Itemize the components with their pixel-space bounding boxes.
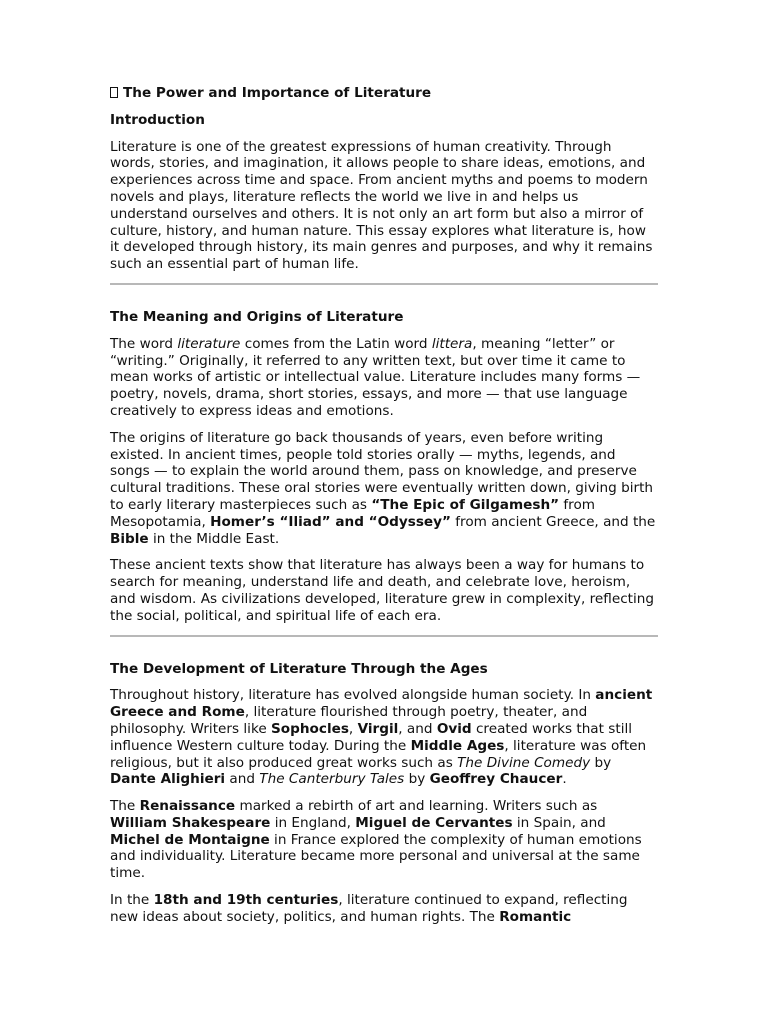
text-run: ,: [348, 720, 358, 737]
bold-term: “The Epic of Gilgamesh”: [371, 496, 560, 513]
text-run: , and: [398, 720, 437, 737]
text-run: by: [590, 754, 612, 771]
bold-term: Ovid: [436, 720, 472, 737]
text-run: Throughout history, literature has evolved alongside human society. In: [110, 687, 596, 704]
document-title: [110, 85, 658, 102]
text-run: .: [562, 771, 567, 788]
section-divider: [110, 283, 658, 285]
bold-term: 18th and 19th centuries: [153, 892, 339, 909]
section-heading-meaning: The Meaning and Origins of Literature: [110, 308, 404, 325]
bold-term: Homer’s “Iliad” and “Odyssey”: [210, 513, 451, 530]
text-run: and: [225, 771, 260, 788]
intro-paragraph: Literature is one of the greatest expressions of human creativity. Through words, stories, and imagination, it allows people to share ideas, emotions, and experiences across time and space. From ancient myths and poems to modern novels and plays, literature reflects the world we live in and helps us understand ourselves and others. It is not only an art form but also a mirror of culture, history, and human nature. This essay explores what literature is, how it developed through history, its main genres and purposes, and why it remains such an essential part of human life.: [110, 138, 653, 273]
bold-term: William Shakespeare: [110, 814, 271, 831]
development-paragraph-2: [110, 798, 658, 882]
text-run: marked a rebirth of art and learning. Writers such as: [235, 798, 598, 815]
text-run: The: [110, 798, 140, 815]
text-run: from Mesopotamia,: [110, 496, 596, 530]
text-run: in France explored the complexity of human emotions and individuality. Literature became more personal and universal at the same time.: [110, 831, 642, 882]
meaning-paragraph-2: [110, 430, 658, 548]
text-run: The word: [110, 335, 178, 352]
text-run: , literature flourished through poetry, theater, and philosophy. Writers like: [110, 704, 588, 737]
bold-term: Michel de Montaigne: [110, 831, 270, 848]
bold-term: ancient Greece and Rome: [110, 687, 653, 721]
meaning-paragraph-1: [110, 336, 658, 420]
development-paragraph-3: [110, 892, 658, 926]
text-run: created works that still influence Western culture today. During the: [110, 720, 633, 754]
section-heading-introduction: Introduction: [110, 111, 205, 128]
italic-term: The Divine Comedy: [457, 754, 591, 771]
section-heading-development: The Development of Literature Through the Ages: [110, 660, 488, 677]
bold-term: Miguel de Cervantes: [355, 814, 513, 831]
document-title-text: The Power and Importance of Literature: [123, 85, 432, 101]
section-divider: [110, 635, 658, 637]
italic-term: literature: [177, 335, 241, 352]
bold-term: Virgil: [357, 720, 399, 737]
text-run: in Spain, and: [512, 814, 606, 831]
text-run: in the Middle East.: [148, 530, 280, 547]
bold-term: Dante Alighieri: [110, 771, 226, 788]
text-run: , literature was often religious, but it also produced great works such as: [110, 737, 647, 771]
bold-term: Renaissance: [139, 798, 236, 815]
bold-term: Sophocles: [271, 720, 349, 737]
bold-term: Middle Ages: [410, 737, 505, 754]
italic-term: littera: [431, 335, 473, 352]
text-run: , literature continued to expand, reflecting new ideas about society, politics, and human rights. The: [110, 892, 628, 925]
text-run: in England,: [270, 814, 356, 831]
italic-term: The Canterbury Tales: [259, 771, 405, 788]
text-run: In the: [110, 892, 154, 909]
text-run: by: [404, 771, 430, 788]
development-paragraph-1: [110, 687, 658, 788]
bold-term: Romantic: [499, 908, 572, 925]
text-run: comes from the Latin word: [240, 335, 432, 352]
bold-term: Bible: [110, 530, 149, 547]
meaning-paragraph-3: These ancient texts show that literature has always been a way for humans to search for meaning, understand life and death, and celebrate love, heroism, and wisdom. As civilizations developed, literature grew in complexity, reflecting the social, political, and spiritual life of each era.: [110, 557, 655, 624]
text-run: , meaning “letter” or “writing.” Originally, it referred to any written text, but over time it came to mean works of artistic or intellectual value. Literature includes many forms — poetry, novels, drama, short stories, essays, and more — that use language creatively to express ideas and emotions.: [110, 335, 641, 419]
document-page: [110, 84, 658, 936]
bold-term: Geoffrey Chaucer: [429, 771, 563, 788]
missing-glyph-box-icon: [110, 87, 118, 98]
text-run: The origins of literature go back thousands of years, even before writing existed. In ancient times, people told stories orally — myths, legends, and songs — to explain the world around them, pass on knowledge, and preserve cultural traditions. These oral stories were eventually written down, giving birth to early literary masterpieces such as: [110, 429, 654, 513]
text-run: from ancient Greece, and the: [450, 513, 656, 530]
